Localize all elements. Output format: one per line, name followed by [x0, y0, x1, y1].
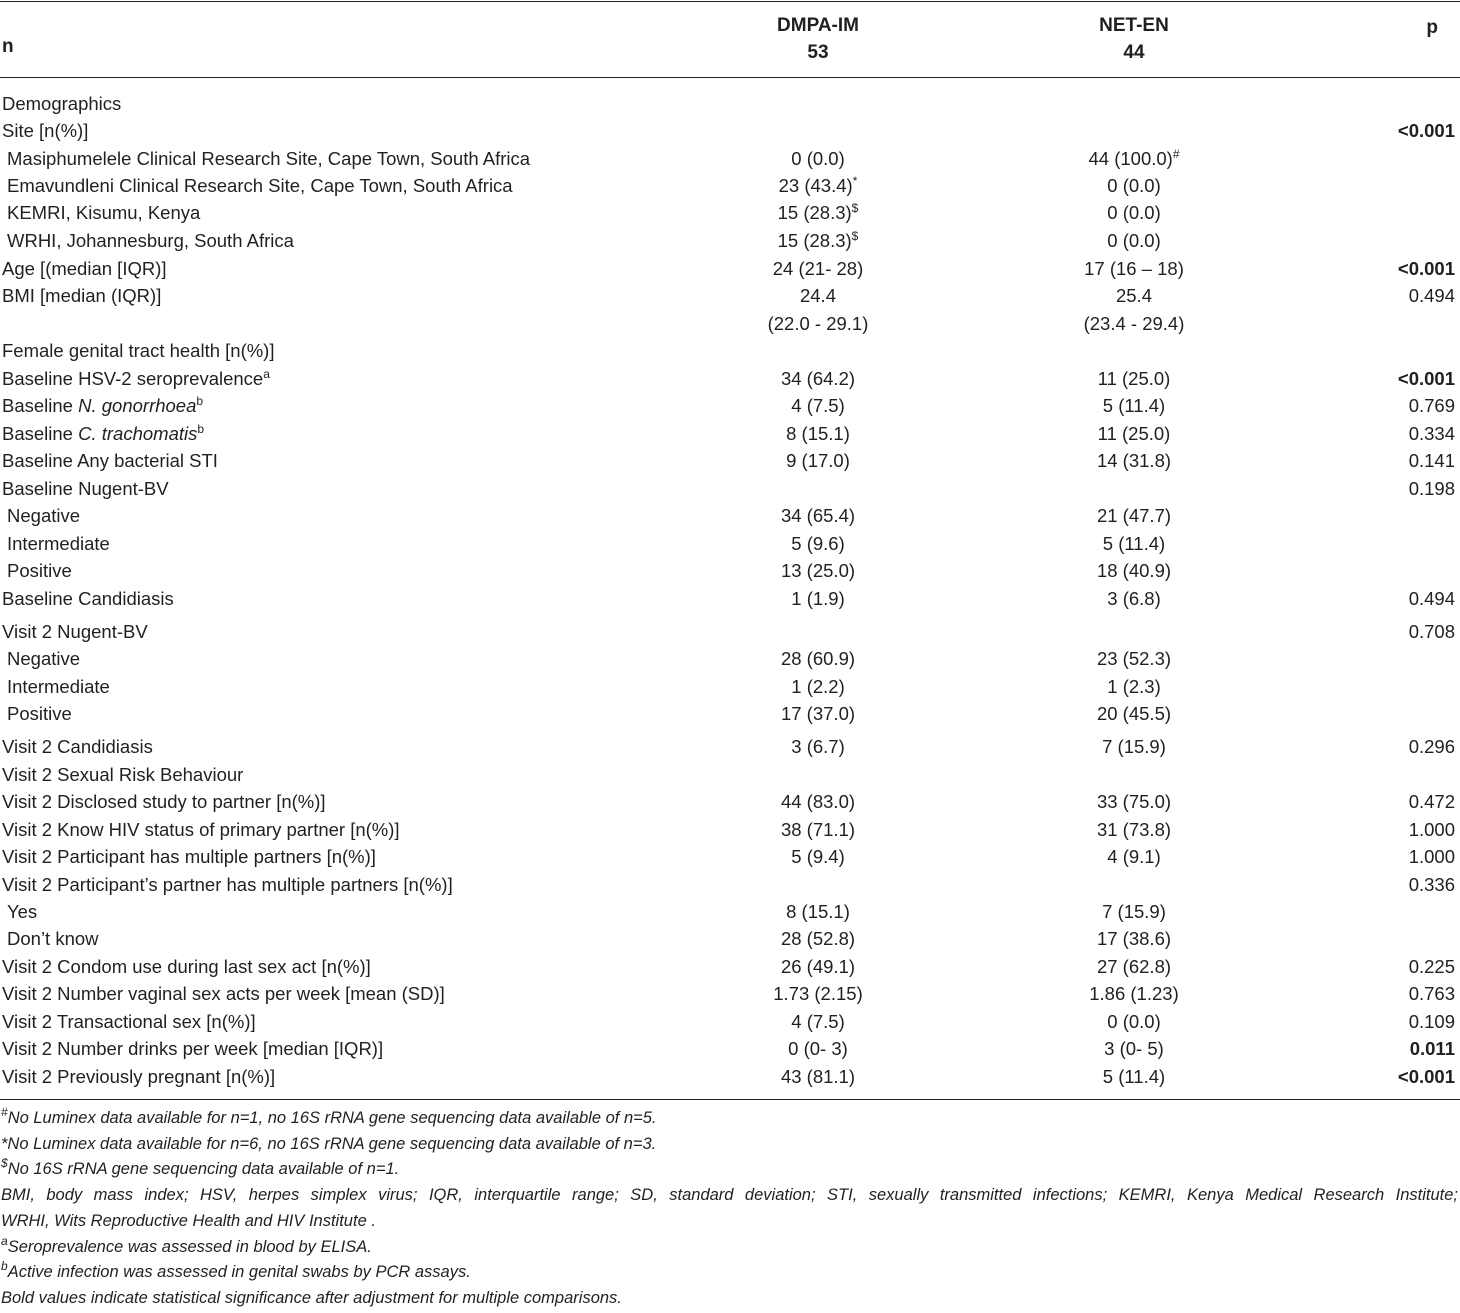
row-label-text: Visit 2 Candidiasis — [2, 736, 153, 757]
row-label — [2, 337, 275, 364]
row-label-italic: C. trachomatis — [78, 423, 198, 444]
dmpa-value-text: 44 (83.0) — [780, 791, 856, 812]
footnote-line — [0, 1106, 1458, 1132]
row-label — [2, 1008, 256, 1035]
row-label — [2, 618, 148, 645]
footnote-text: Active infection was assessed in genital swabs by PCR assays. — [7, 1263, 471, 1282]
neten-value-text: 1.86 (1.23) — [1089, 983, 1179, 1004]
row-label — [2, 365, 270, 392]
neten-value — [934, 1063, 1334, 1090]
p-value: 0.336 — [1408, 874, 1455, 895]
dmpa-value-text: 8 (15.1) — [786, 901, 850, 922]
dmpa-value-text: 28 (60.9) — [780, 648, 856, 669]
row-label-text: Age [(median [IQR)] — [2, 258, 167, 279]
dmpa-value-text: 1 (2.2) — [791, 676, 845, 697]
footnotes — [0, 1106, 1458, 1312]
footnote-line — [0, 1286, 1458, 1312]
table-row — [0, 1035, 1460, 1062]
footnote-mark: * — [852, 174, 858, 188]
row-label-text: Don’t know — [7, 928, 99, 949]
table-row — [0, 953, 1460, 980]
p-value: 1.000 — [1408, 846, 1455, 867]
row-label-text: Demographics — [2, 93, 122, 114]
row-label — [7, 502, 80, 529]
footnote-text: Seroprevalence was assessed in blood by ELISA. — [7, 1237, 372, 1256]
header-rule — [0, 77, 1460, 78]
p-value: 0.198 — [1408, 478, 1455, 499]
header-dmpa-name: DMPA-IM — [777, 15, 859, 36]
row-label-text: Baseline — [2, 423, 79, 444]
neten-value — [934, 673, 1334, 700]
row-label — [2, 90, 121, 117]
table-row — [0, 1063, 1460, 1090]
row-label-italic: N. gonorrhoea — [78, 395, 197, 416]
row-label — [2, 788, 326, 815]
table-row — [0, 871, 1460, 898]
table-row — [0, 843, 1460, 870]
row-label-text: KEMRI, Kisumu, Kenya — [7, 202, 201, 223]
dmpa-value-text: 23 (43.4) — [778, 175, 853, 196]
neten-value-text: 0 (0.0) — [1107, 230, 1161, 251]
footnote-mark: $ — [851, 201, 859, 215]
table-row — [0, 420, 1460, 447]
row-label-text: Positive — [7, 703, 72, 724]
neten-value — [934, 980, 1334, 1007]
footnote-mark: $ — [851, 229, 859, 243]
neten-value — [934, 145, 1334, 172]
neten-value — [934, 255, 1334, 282]
row-label — [2, 255, 167, 282]
footnote-mark: $ — [1, 1156, 8, 1171]
table-row — [0, 788, 1460, 815]
table-row — [0, 673, 1460, 700]
neten-value-text: 3 (0- 5) — [1104, 1038, 1164, 1059]
neten-value — [934, 1035, 1334, 1062]
header-neten-name: NET-EN — [1099, 15, 1169, 36]
row-label — [2, 733, 153, 760]
dmpa-value-text: 34 (65.4) — [780, 505, 856, 526]
row-label-text: Visit 2 Participant’s partner has multiple partners [n(%)] — [2, 874, 453, 895]
table-row — [0, 700, 1460, 727]
p-value: 0.011 — [1409, 1038, 1455, 1059]
row-label-text: Yes — [7, 901, 38, 922]
row-label-text: Intermediate — [7, 676, 110, 697]
neten-value-text: 0 (0.0) — [1107, 202, 1161, 223]
neten-value — [934, 227, 1334, 254]
dmpa-value-text: 3 (6.7) — [791, 736, 845, 757]
row-label — [7, 530, 110, 557]
table-row — [0, 557, 1460, 584]
neten-value-text: 3 (6.8) — [1107, 588, 1161, 609]
row-label-text: Baseline Any bacterial STI — [2, 450, 218, 471]
table-row — [0, 475, 1460, 502]
footnote-line — [0, 1157, 1458, 1183]
neten-value — [934, 447, 1334, 474]
footnote-text: WRHI, Wits Reproductive Health and HIV Institute . — [1, 1211, 376, 1230]
row-label-text: BMI [median (IQR)] — [2, 285, 162, 306]
neten-value-text: 5 (11.4) — [1102, 395, 1166, 416]
row-label — [2, 392, 203, 419]
row-label-text: Visit 2 Condom use during last sex act [n(%)] — [2, 956, 371, 977]
p-value: 0.472 — [1408, 791, 1455, 812]
row-label-text: WRHI, Johannesburg, South Africa — [7, 230, 294, 251]
table-row — [0, 310, 1460, 337]
footnote-text: No Luminex data available for n=1, no 16S rRNA gene sequencing data available of n=5. — [7, 1109, 657, 1127]
dmpa-value-text: 1 (1.9) — [791, 588, 845, 609]
footnote-mark: # — [1, 1105, 8, 1119]
table-row — [0, 618, 1460, 645]
table-row — [0, 365, 1460, 392]
neten-value — [934, 733, 1334, 760]
row-label-text: Female genital tract health [n(%)] — [2, 340, 275, 361]
neten-value — [934, 557, 1334, 584]
p-value: 0.494 — [1408, 285, 1455, 306]
row-label — [7, 227, 294, 254]
footnote-text: *No Luminex data available for n=6, no 16S rRNA gene sequencing data available of n=3. — [1, 1134, 657, 1153]
p-value: <0.001 — [1397, 258, 1455, 279]
table-row — [0, 980, 1460, 1007]
row-label — [2, 447, 218, 474]
table-row — [0, 733, 1460, 760]
neten-value — [934, 172, 1334, 199]
footnote-mark: b — [196, 394, 204, 408]
row-label-text: Visit 2 Know HIV status of primary partner [n(%)] — [2, 819, 400, 840]
table-row — [0, 530, 1460, 557]
neten-value — [934, 843, 1334, 870]
neten-value-text: 7 (15.9) — [1102, 901, 1166, 922]
row-label — [2, 475, 169, 502]
neten-value — [934, 925, 1334, 952]
dmpa-value-text: 15 (28.3) — [777, 202, 852, 223]
p-value: 0.141 — [1408, 450, 1455, 471]
p-value: 0.708 — [1408, 621, 1455, 642]
row-label-text: Visit 2 Sexual Risk Behaviour — [2, 764, 244, 785]
dmpa-value-text: 1.73 (2.15) — [773, 983, 863, 1004]
neten-value-text: 0 (0.0) — [1107, 175, 1161, 196]
row-label-text: Emavundleni Clinical Research Site, Cape Town, South Africa — [7, 175, 513, 196]
row-label-text: Baseline HSV-2 seroprevalence — [2, 368, 264, 389]
row-label-text: Negative — [7, 505, 81, 526]
neten-value-text: 23 (52.3) — [1096, 648, 1172, 669]
row-label-text: Intermediate — [7, 533, 110, 554]
table-row — [0, 925, 1460, 952]
table-row — [0, 447, 1460, 474]
neten-value — [934, 310, 1334, 337]
neten-value — [934, 392, 1334, 419]
row-label-text: Negative — [7, 648, 81, 669]
neten-value — [934, 953, 1334, 980]
dmpa-value-text: 15 (28.3) — [777, 230, 852, 251]
row-label — [7, 700, 72, 727]
row-label — [2, 980, 445, 1007]
row-label — [2, 282, 161, 309]
row-label — [7, 645, 80, 672]
neten-value-text: 14 (31.8) — [1096, 450, 1172, 471]
header-row-label: n — [2, 36, 14, 57]
neten-value-text: 4 (9.1) — [1107, 846, 1161, 867]
neten-value — [934, 420, 1334, 447]
neten-value — [934, 1008, 1334, 1035]
dmpa-value-text: 8 (15.1) — [786, 423, 850, 444]
p-value: <0.001 — [1397, 1066, 1455, 1087]
neten-value — [934, 816, 1334, 843]
table-row — [0, 816, 1460, 843]
neten-value — [934, 530, 1334, 557]
footnote-line — [0, 1260, 1458, 1286]
neten-value-text: 5 (11.4) — [1102, 1066, 1166, 1087]
neten-value-text: 25.4 — [1115, 285, 1152, 306]
footnote-line — [0, 1132, 1458, 1158]
row-label — [2, 953, 371, 980]
table-row — [0, 392, 1460, 419]
row-label — [7, 673, 110, 700]
row-label-text: Visit 2 Nugent-BV — [2, 621, 148, 642]
row-label-text: Masiphumelele Clinical Research Site, Cape Town, South Africa — [7, 148, 531, 169]
table-row — [0, 585, 1460, 612]
neten-value — [934, 502, 1334, 529]
row-label — [2, 871, 453, 898]
row-label-text: Baseline Nugent-BV — [2, 478, 169, 499]
table-row — [0, 145, 1460, 172]
neten-value — [934, 645, 1334, 672]
row-label — [2, 117, 88, 144]
footnote-line — [0, 1183, 1458, 1209]
row-label — [2, 761, 243, 788]
row-label-text: Visit 2 Previously pregnant [n(%)] — [2, 1066, 276, 1087]
row-label-text: Site [n(%)] — [2, 120, 89, 141]
neten-value — [934, 898, 1334, 925]
dmpa-value-text: 17 (37.0) — [780, 703, 856, 724]
table-row — [0, 761, 1460, 788]
table-row — [0, 90, 1460, 117]
row-label — [7, 557, 72, 584]
dmpa-value-text: 0 (0.0) — [791, 148, 845, 169]
neten-value-text: 17 (38.6) — [1096, 928, 1172, 949]
dmpa-value-text: 28 (52.8) — [780, 928, 856, 949]
row-label — [7, 199, 200, 226]
footnote-mark: a — [1, 1233, 8, 1248]
row-label — [2, 420, 204, 447]
row-label — [7, 898, 37, 925]
row-label-text: Visit 2 Number vaginal sex acts per week [mean (SD)] — [2, 983, 445, 1004]
dmpa-value-text: 13 (25.0) — [780, 560, 856, 581]
p-value: <0.001 — [1397, 368, 1455, 389]
p-value: 0.225 — [1408, 956, 1455, 977]
dmpa-value-text: 43 (81.1) — [780, 1066, 856, 1087]
footnote-mark: b — [197, 422, 205, 436]
p-value: 0.769 — [1408, 395, 1455, 416]
neten-value — [934, 199, 1334, 226]
table-row — [0, 1008, 1460, 1035]
p-value: 0.296 — [1408, 736, 1455, 757]
row-label-text: Baseline — [2, 395, 79, 416]
bottom-rule — [0, 1099, 1460, 1100]
dmpa-value-text: 4 (7.5) — [791, 395, 845, 416]
row-label — [2, 843, 376, 870]
neten-value-text: 11 (25.0) — [1097, 368, 1171, 389]
row-label-text: Baseline Candidiasis — [2, 588, 174, 609]
dmpa-value-text: 4 (7.5) — [791, 1011, 845, 1032]
footnote-mark: a — [263, 367, 270, 381]
row-label — [7, 145, 530, 172]
table-row — [0, 502, 1460, 529]
neten-value-text: 18 (40.9) — [1096, 560, 1172, 581]
neten-value — [934, 788, 1334, 815]
table-row — [0, 117, 1460, 144]
neten-value-text: 17 (16 – 18) — [1084, 258, 1184, 279]
row-label — [2, 816, 400, 843]
dmpa-value-text: 9 (17.0) — [786, 450, 850, 471]
neten-value-text: 1 (2.3) — [1107, 676, 1161, 697]
neten-value-text: 20 (45.5) — [1096, 703, 1172, 724]
table-row — [0, 172, 1460, 199]
dmpa-value-text: 38 (71.1) — [780, 819, 856, 840]
p-value: 0.494 — [1408, 588, 1455, 609]
dmpa-value-text: 0 (0- 3) — [788, 1038, 848, 1059]
neten-value — [934, 282, 1334, 309]
neten-value-text: 0 (0.0) — [1107, 1011, 1161, 1032]
p-value: <0.001 — [1397, 120, 1455, 141]
row-label-text: Visit 2 Disclosed study to partner [n(%)] — [2, 791, 326, 812]
row-label — [2, 1035, 383, 1062]
footnote-text: No 16S rRNA gene sequencing data available of n=1. — [7, 1160, 400, 1179]
row-label-text: Positive — [7, 560, 72, 581]
p-value: 1.000 — [1408, 819, 1455, 840]
dmpa-value-text: 26 (49.1) — [780, 956, 856, 977]
neten-value-text: 31 (73.8) — [1096, 819, 1172, 840]
dmpa-value-text: (22.0 - 29.1) — [767, 313, 869, 334]
dmpa-value-text: 24 (21- 28) — [772, 258, 864, 279]
neten-value-text: 44 (100.0) — [1088, 148, 1173, 169]
dmpa-value-text: 5 (9.4) — [791, 846, 845, 867]
table-row — [0, 337, 1460, 364]
p-value: 0.334 — [1408, 423, 1455, 444]
row-label — [7, 172, 513, 199]
footnote-mark: b — [1, 1259, 8, 1274]
p-value: 0.109 — [1408, 1011, 1455, 1032]
row-label-text: Visit 2 Number drinks per week [median [IQR)] — [2, 1038, 384, 1059]
row-label — [7, 925, 99, 952]
top-rule — [0, 1, 1460, 2]
table-row — [0, 199, 1460, 226]
header-neten-n: 44 — [1123, 42, 1145, 63]
neten-value-text: 33 (75.0) — [1096, 791, 1172, 812]
neten-value-text: 21 (47.7) — [1096, 505, 1172, 526]
neten-value-text: 5 (11.4) — [1102, 533, 1166, 554]
row-label — [2, 585, 174, 612]
header-p: p — [1426, 17, 1438, 38]
neten-value-text: (23.4 - 29.4) — [1083, 313, 1185, 334]
table-row — [0, 227, 1460, 254]
neten-value — [934, 585, 1334, 612]
neten-value-text: 27 (62.8) — [1096, 956, 1172, 977]
footnote-mark: # — [1172, 147, 1180, 161]
neten-value — [934, 700, 1334, 727]
row-label-text: Visit 2 Transactional sex [n(%)] — [2, 1011, 256, 1032]
table-row — [0, 255, 1460, 282]
dmpa-value-text: 5 (9.6) — [791, 533, 845, 554]
footnote-line — [0, 1235, 1458, 1261]
dmpa-value-text: 34 (64.2) — [780, 368, 856, 389]
table-row — [0, 645, 1460, 672]
table-row — [0, 898, 1460, 925]
neten-value — [934, 365, 1334, 392]
footnote-text: BMI, body mass index; HSV, herpes simplex virus; IQR, interquartile range; SD, standard deviation; STI, sexually transmitted infections; KEMRI, Kenya Medical Research Institute; — [1, 1186, 1458, 1205]
p-value: 0.763 — [1408, 983, 1455, 1004]
table-row — [0, 282, 1460, 309]
dmpa-value-text: 24.4 — [799, 285, 836, 306]
row-label — [2, 1063, 275, 1090]
header-dmpa-n: 53 — [807, 42, 829, 63]
neten-value-text: 7 (15.9) — [1102, 736, 1166, 757]
footnote-line — [0, 1209, 1458, 1235]
neten-value-text: 11 (25.0) — [1097, 423, 1171, 444]
footnote-text: Bold values indicate statistical significance after adjustment for multiple comparisons. — [1, 1288, 622, 1307]
row-label-text: Visit 2 Participant has multiple partners [n(%)] — [2, 846, 376, 867]
